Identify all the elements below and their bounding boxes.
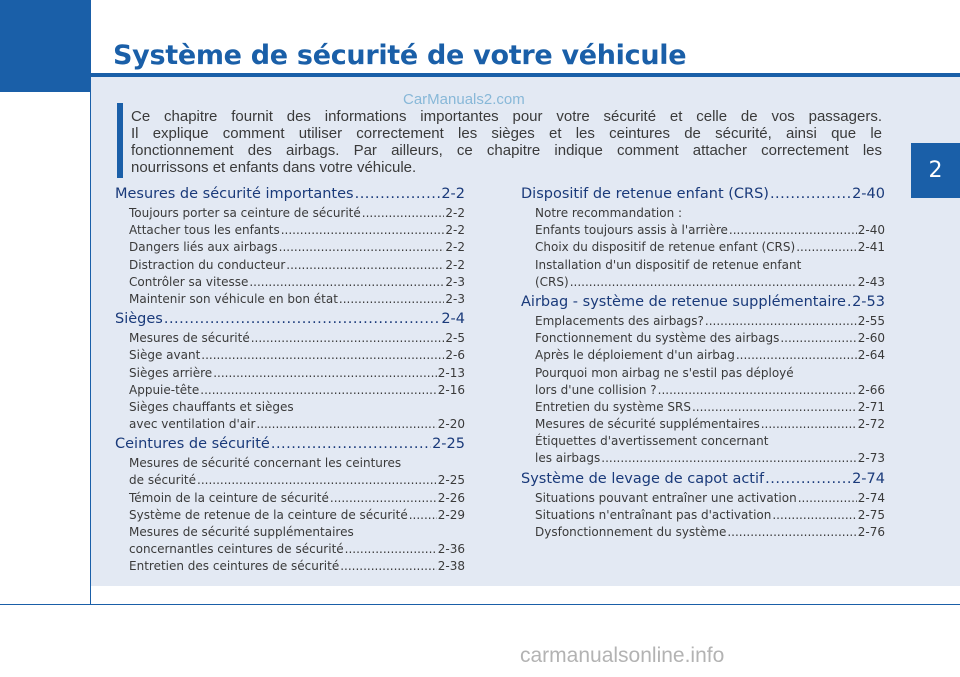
- toc-leader-dots: [796, 239, 857, 256]
- toc-section-entry[interactable]: [521, 183, 885, 205]
- toc-entry-title: Entretien des ceintures de sécurité: [129, 559, 340, 574]
- toc-entry-title: Situations n'entraînant pas d'activation: [535, 507, 772, 522]
- toc-leader-dots: [362, 205, 445, 222]
- toc-page-number: 2-75: [857, 507, 885, 522]
- toc-page-number: 2-74: [857, 490, 885, 505]
- toc-entry-title: Siège avant: [129, 348, 201, 363]
- toc-subentry[interactable]: [521, 313, 885, 330]
- toc-entry-title: Sièges arrière: [129, 365, 213, 380]
- toc-page-number: 2-71: [857, 399, 885, 414]
- toc-page-number: 2-2: [445, 223, 465, 238]
- toc-leader-dots: [271, 433, 431, 455]
- toc-entry-title: Contrôler sa vitesse: [129, 274, 249, 289]
- toc-leader-dots: [761, 416, 857, 433]
- toc-entry-title: avec ventilation d'air: [129, 417, 256, 432]
- toc-entry-title: Système de levage de capot actif: [521, 470, 765, 487]
- toc-leader-dots: [201, 347, 444, 364]
- toc-page-number: 2-40: [857, 223, 885, 238]
- toc-leader-dots: [658, 382, 857, 399]
- toc-subentry[interactable]: [521, 507, 885, 524]
- toc-subentry[interactable]: [115, 365, 465, 382]
- toc-page-number: 2-16: [437, 382, 465, 397]
- toc-entry-title: Dysfonctionnement du système: [535, 525, 727, 539]
- toc-leader-dots: [570, 274, 857, 291]
- toc-subentry[interactable]: [521, 490, 885, 507]
- toc-entry-title: Situations pouvant entraîner une activation: [535, 490, 797, 505]
- toc-entry-title: Notre recommandation :: [535, 206, 683, 220]
- toc-page-number: 2-3: [445, 291, 465, 306]
- toc-subentry[interactable]: [521, 416, 885, 433]
- toc-leader-dots: [727, 524, 856, 541]
- toc-page-number: 2-53: [852, 293, 885, 310]
- toc-page-number: 2-2: [441, 186, 465, 202]
- toc-subentry[interactable]: [115, 257, 465, 274]
- toc-subentry[interactable]: [521, 524, 885, 541]
- toc-entry-title: Distraction du conducteur: [129, 257, 286, 272]
- watermark-bottom: carmanualsonline.info: [520, 644, 725, 667]
- toc-entry-title: Fonctionnement du système des airbags: [535, 331, 780, 346]
- toc-page-number: 2-76: [857, 525, 885, 539]
- toc-entry-title: les airbags: [535, 451, 601, 466]
- toc-entry-title: lors d'une collision ?: [535, 382, 657, 397]
- toc-entry-title: Airbag - système de retenue supplémentaire: [521, 293, 846, 310]
- toc-subentry[interactable]: [115, 291, 465, 308]
- toc-leader-dots: [355, 183, 441, 205]
- toc-subentry[interactable]: [115, 455, 465, 472]
- toc-page-number: 2-73: [857, 451, 885, 466]
- page-title: Système de sécurité de votre véhicule: [113, 40, 687, 71]
- toc-subentry[interactable]: [115, 205, 465, 222]
- toc-leader-dots: [213, 365, 437, 382]
- toc-page-number: 2-2: [445, 240, 465, 255]
- toc-entry-title: Dangers liés aux airbags: [129, 240, 278, 255]
- header-corner-block: [0, 0, 91, 92]
- toc-leader-dots: [847, 291, 851, 313]
- toc-page-number: 2-4: [441, 311, 465, 328]
- toc-leader-dots: [770, 183, 851, 205]
- toc-entry-title: (CRS): [535, 274, 569, 289]
- toc-page-number: 2-41: [857, 240, 885, 255]
- toc-section-entry[interactable]: [115, 433, 465, 455]
- toc-page-number: 2-64: [857, 348, 885, 363]
- toc-page-number: 2-13: [437, 365, 465, 380]
- toc-page-number: 2-36: [437, 542, 465, 557]
- toc-entry-title: Mesures de sécurité: [129, 331, 250, 346]
- toc-leader-dots: [798, 490, 857, 507]
- toc-subentry[interactable]: [521, 257, 885, 274]
- toc-entry-title: Choix du dispositif de retenue enfant (CRS): [535, 240, 796, 255]
- toc-entry-title: Ceintures de sécurité: [115, 436, 270, 453]
- toc-subentry[interactable]: [115, 347, 465, 364]
- toc-page-number: 2-55: [857, 313, 885, 328]
- toc-subentry[interactable]: [115, 541, 465, 558]
- toc-entry-title: Après le déploiement d'un airbag: [535, 348, 735, 363]
- toc-page-number: 2-3: [445, 274, 465, 289]
- toc-subentry[interactable]: [521, 347, 885, 364]
- toc-subentry[interactable]: [115, 416, 465, 433]
- toc-entry-title: Système de retenue de la ceinture de sécurité: [129, 507, 408, 522]
- toc-entry-title: Mesures de sécurité importantes: [115, 186, 354, 202]
- toc-subentry[interactable]: [115, 524, 465, 541]
- toc-subentry[interactable]: [521, 205, 885, 222]
- toc-leader-dots: [330, 490, 437, 507]
- toc-entry-title: de sécurité: [129, 473, 197, 488]
- toc-column-right: [521, 183, 885, 541]
- toc-leader-dots: [601, 450, 857, 467]
- toc-entry-title: Témoin de la ceinture de sécurité: [129, 490, 329, 505]
- toc-leader-dots: [200, 382, 436, 399]
- intro-line: Il explique comment utiliser correctement les sièges et les ceintures de sécurité, ainsi que le: [131, 125, 882, 142]
- toc-entry-title: Toujours porter sa ceinture de sécurité: [129, 206, 361, 220]
- toc-subentry[interactable]: [521, 433, 885, 450]
- toc-subentry[interactable]: [115, 490, 465, 507]
- toc-subentry[interactable]: [521, 382, 885, 399]
- toc-page-number: 2-29: [437, 507, 465, 522]
- toc-leader-dots: [164, 308, 440, 330]
- toc-subentry[interactable]: [115, 222, 465, 239]
- intro-paragraph: [131, 108, 882, 176]
- toc-page-number: 2-38: [437, 559, 465, 574]
- toc-leader-dots: [281, 222, 445, 239]
- toc-section-entry[interactable]: [115, 308, 465, 330]
- toc-page-number: 2-6: [445, 348, 465, 363]
- toc-leader-dots: [705, 313, 857, 330]
- toc-entry-title: Sièges chauffants et sièges: [129, 399, 294, 414]
- toc-section-entry[interactable]: [115, 183, 465, 205]
- toc-page-number: 2-26: [437, 490, 465, 505]
- toc-leader-dots: [765, 468, 851, 490]
- toc-page-number: 2-66: [857, 382, 885, 397]
- intro-line: nourrissons et enfants dans votre véhicule.: [131, 159, 417, 176]
- toc-leader-dots: [345, 541, 437, 558]
- toc-page-number: 2-20: [437, 417, 465, 432]
- toc-subentry[interactable]: [521, 274, 885, 291]
- toc-section-entry[interactable]: [521, 468, 885, 490]
- footer-rule: [0, 604, 960, 605]
- toc-leader-dots: [340, 558, 437, 575]
- toc-subentry[interactable]: [521, 399, 885, 416]
- toc-leader-dots: [286, 257, 444, 274]
- toc-entry-title: Sièges: [115, 311, 163, 328]
- toc-section-entry[interactable]: [521, 291, 885, 313]
- toc-entry-title: Mesures de sécurité supplémentaires: [129, 525, 354, 539]
- toc-leader-dots: [279, 239, 445, 256]
- toc-leader-dots: [692, 399, 857, 416]
- toc-entry-title: Appuie-tête: [129, 382, 200, 397]
- toc-subentry[interactable]: [115, 558, 465, 575]
- toc-entry-title: Étiquettes d'avertissement concernant: [535, 434, 769, 449]
- toc-leader-dots: [409, 507, 437, 524]
- toc-leader-dots: [780, 330, 856, 347]
- toc-page-number: 2-72: [857, 417, 885, 432]
- toc-entry-title: Dispositif de retenue enfant (CRS): [521, 186, 769, 202]
- chapter-tab[interactable]: 2: [911, 143, 960, 198]
- toc-entry-title: Pourquoi mon airbag ne s'estil pas déployé: [535, 365, 794, 380]
- toc-page-number: 2-43: [857, 274, 885, 289]
- toc-subentry[interactable]: [115, 274, 465, 291]
- watermark-top: CarManuals2.com: [403, 91, 525, 108]
- toc-leader-dots: [339, 291, 444, 308]
- toc-subentry[interactable]: [521, 365, 885, 382]
- toc-subentry[interactable]: [115, 330, 465, 347]
- toc-subentry[interactable]: [521, 450, 885, 467]
- intro-line: fonctionnement des airbags. Par ailleurs, ce chapitre indique comment attacher correctement les: [131, 142, 882, 159]
- toc-page-number: 2-25: [437, 473, 465, 488]
- toc-subentry[interactable]: [115, 507, 465, 524]
- intro-line: Ce chapitre fournit des informations importantes pour votre sécurité et celle de vos passagers.: [131, 108, 882, 125]
- toc-leader-dots: [256, 416, 436, 433]
- toc-page-number: 2-40: [852, 186, 885, 202]
- toc-page-number: 2-74: [852, 470, 885, 487]
- toc-subentry[interactable]: [115, 472, 465, 489]
- toc-leader-dots: [729, 222, 857, 239]
- toc-entry-title: Mesures de sécurité supplémentaires: [535, 417, 760, 432]
- toc-page-number: 2-60: [857, 331, 885, 346]
- toc-column-left: [115, 183, 465, 576]
- toc-entry-title: Entretien du système SRS: [535, 399, 691, 414]
- toc-entry-title: Emplacements des airbags?: [535, 313, 704, 328]
- toc-leader-dots: [736, 347, 857, 364]
- toc-subentry[interactable]: [115, 382, 465, 399]
- toc-entry-title: Enfants toujours assis à l'arrière: [535, 223, 728, 238]
- toc-page-number: 2-2: [445, 206, 465, 220]
- toc-page-number: 2-2: [445, 257, 465, 272]
- toc-page-number: 2-5: [445, 331, 465, 346]
- toc-leader-dots: [251, 330, 445, 347]
- toc-entry-title: concernantles ceintures de sécurité: [129, 542, 344, 557]
- toc-entry-title: Installation d'un dispositif de retenue enfant: [535, 257, 802, 272]
- toc-subentry[interactable]: [115, 399, 465, 416]
- toc-subentry[interactable]: [521, 330, 885, 347]
- toc-subentry[interactable]: [521, 222, 885, 239]
- toc-leader-dots: [772, 507, 856, 524]
- margin-line: [90, 0, 91, 605]
- toc-subentry[interactable]: [521, 239, 885, 256]
- toc-leader-dots: [249, 274, 444, 291]
- intro-accent-bar: [117, 103, 123, 178]
- toc-page-number: 2-25: [432, 436, 465, 453]
- toc-leader-dots: [197, 472, 437, 489]
- toc-entry-title: Attacher tous les enfants: [129, 223, 280, 238]
- toc-entry-title: Maintenir son véhicule en bon état: [129, 291, 338, 306]
- toc-entry-title: Mesures de sécurité concernant les ceintures: [129, 456, 402, 471]
- toc-subentry[interactable]: [115, 239, 465, 256]
